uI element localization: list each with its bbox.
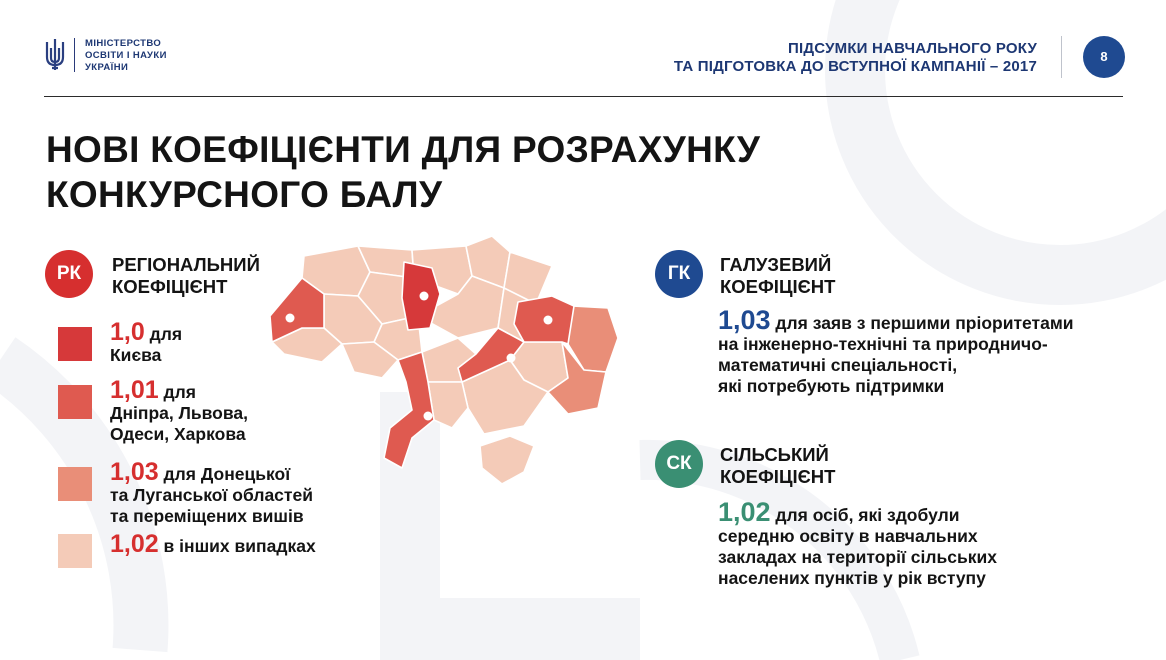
- legend-text: [110, 530, 316, 558]
- city-marker: [544, 316, 553, 325]
- regional-title: [112, 254, 260, 298]
- slide-title-line: КОНКУРСНОГО БАЛУ: [46, 174, 443, 215]
- legend-text: [110, 376, 248, 445]
- legend-line: Дніпра, Львова,: [110, 403, 248, 423]
- sectoral-line: які потребують підтримки: [718, 376, 945, 396]
- sectoral-line: математичні спеціальності,: [718, 355, 958, 375]
- sectoral-first-text: для заяв з першими пріоритетами: [770, 313, 1074, 333]
- legend-line: Одеси, Харкова: [110, 424, 246, 444]
- legend-swatch: [58, 385, 92, 419]
- city-marker: [420, 292, 429, 301]
- presentation-title-line: ТА ПІДГОТОВКА ДО ВСТУПНОЇ КАМПАНІЇ – 2017: [673, 58, 1037, 75]
- ministry-line: МІНІСТЕРСТВО: [85, 38, 162, 49]
- ministry-line: УКРАЇНИ: [85, 62, 129, 73]
- trident-icon: [44, 38, 66, 72]
- regional-badge: РК: [45, 250, 93, 298]
- header-rule: [44, 96, 1123, 97]
- city-marker: [424, 412, 433, 421]
- legend-value: 1,02: [110, 530, 159, 558]
- logo-separator: [74, 38, 75, 72]
- rural-badge: СК: [655, 440, 703, 488]
- regional-title-line: РЕГІОНАЛЬНИЙ: [112, 254, 260, 275]
- legend-text: [110, 318, 183, 366]
- header: [0, 0, 1166, 96]
- sectoral-title-line: КОЕФІЦІЄНТ: [720, 276, 836, 297]
- rural-line: населених пунктів у рік вступу: [718, 568, 986, 588]
- ministry-logo: [44, 38, 167, 74]
- legend-first-line: [110, 318, 183, 346]
- legend-value: 1,03: [110, 458, 159, 486]
- slide-title-line: НОВІ КОЕФІЦІЄНТИ ДЛЯ РОЗРАХУНКУ: [46, 129, 761, 170]
- legend-line: та переміщених вишів: [110, 506, 304, 526]
- sectoral-description: [718, 305, 1074, 397]
- rural-title: [720, 444, 835, 488]
- rural-title-line: СІЛЬСЬКИЙ: [720, 444, 829, 465]
- sectoral-value: 1,03: [718, 305, 771, 335]
- legend-value: 1,0: [110, 318, 145, 346]
- legend-line: та Луганської областей: [110, 485, 313, 505]
- rural-title-line: КОЕФІЦІЄНТ: [720, 466, 836, 487]
- sectoral-badge: ГК: [655, 250, 703, 298]
- legend-swatch: [58, 467, 92, 501]
- map-region: [480, 436, 534, 484]
- legend-swatch: [58, 327, 92, 361]
- presentation-title: [674, 40, 1037, 76]
- city-marker: [507, 354, 516, 363]
- ministry-name: [85, 38, 167, 74]
- rural-first-text: для осіб, які здобули: [770, 505, 960, 525]
- legend-first-line: [110, 530, 316, 558]
- regional-title-line: КОЕФІЦІЄНТ: [112, 276, 228, 297]
- legend-first-line: [110, 376, 248, 404]
- legend-line: Києва: [110, 345, 162, 365]
- rural-value: 1,02: [718, 497, 771, 527]
- page-number-badge: 8: [1083, 36, 1125, 78]
- sectoral-line: на інженерно-технічні та природничо-: [718, 334, 1048, 354]
- sectoral-title: [720, 254, 835, 298]
- sectoral-title-line: ГАЛУЗЕВИЙ: [720, 254, 832, 275]
- legend-value: 1,01: [110, 376, 159, 404]
- rural-line: закладах на території сільських: [718, 547, 997, 567]
- map-region: [428, 382, 468, 428]
- rural-description: [718, 497, 997, 589]
- legend-swatch: [58, 534, 92, 568]
- legend-first-text: в інших випадках: [158, 536, 316, 556]
- ministry-line: ОСВІТИ І НАУКИ: [85, 50, 167, 61]
- legend-first-text: для: [158, 382, 196, 402]
- ukraine-regions-map: [262, 232, 632, 502]
- header-divider: [1061, 36, 1062, 78]
- slide-title: [46, 127, 760, 217]
- city-marker: [286, 314, 295, 323]
- presentation-title-line: ПІДСУМКИ НАВЧАЛЬНОГО РОКУ: [788, 40, 1037, 57]
- sectoral-first-line: [718, 305, 1074, 335]
- legend-first-text: для: [144, 324, 183, 344]
- rural-line: середню освіту в навчальних: [718, 526, 978, 546]
- legend-first-text: для Донецької: [158, 464, 291, 484]
- rural-first-line: [718, 497, 997, 527]
